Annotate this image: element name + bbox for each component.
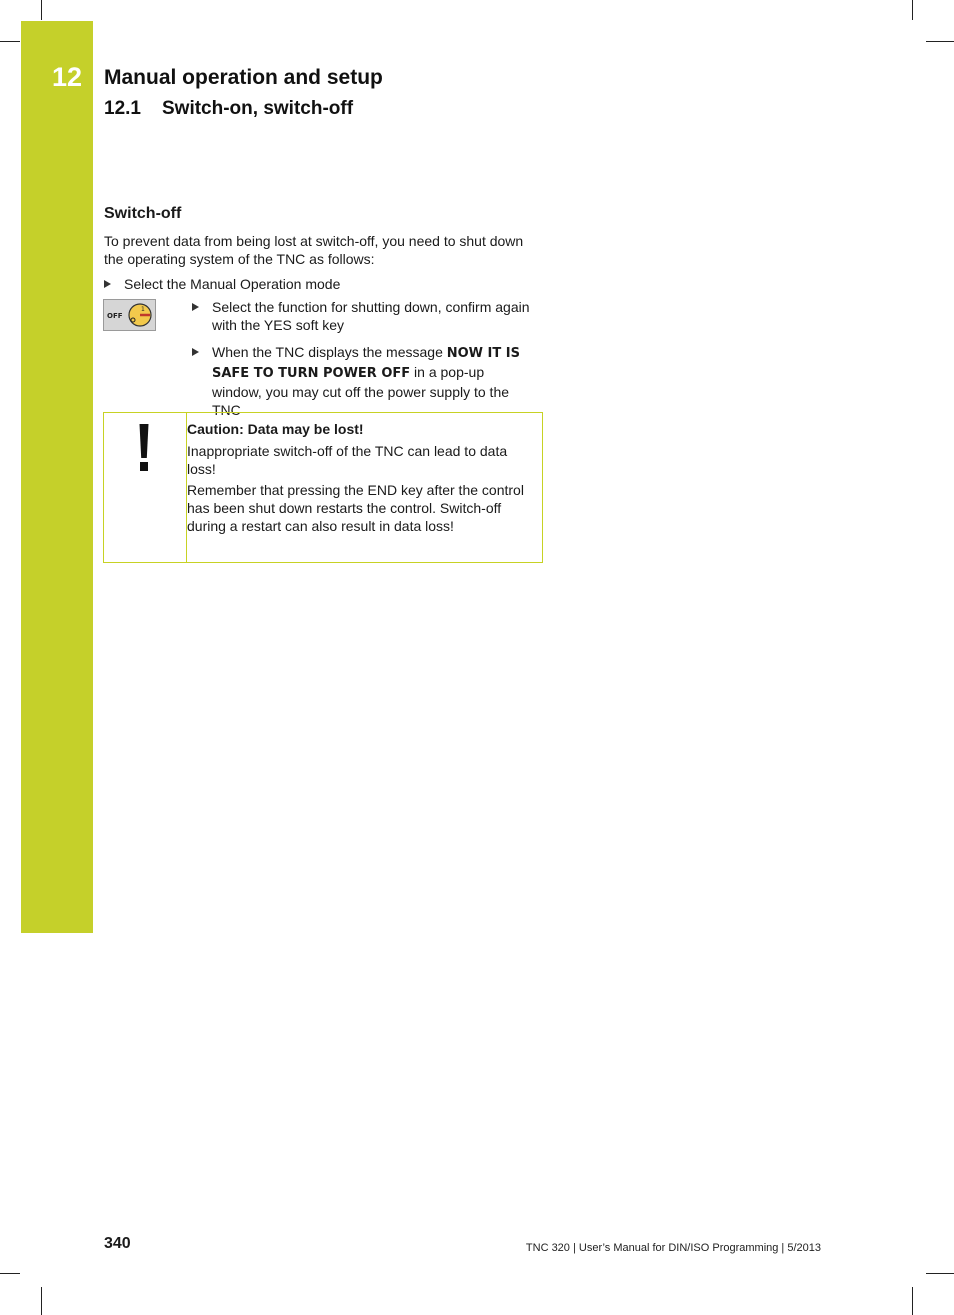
- chapter-number: 12: [52, 62, 83, 92]
- subsection-heading: Switch-off: [104, 205, 182, 222]
- bullet-arrow-icon: [192, 303, 199, 311]
- crop-mark: [41, 1287, 42, 1315]
- crop-mark: [926, 41, 954, 42]
- step-cut-power: [192, 343, 532, 419]
- bullet-arrow-icon: [192, 348, 199, 356]
- step3-pre: When the TNC displays the message: [212, 344, 447, 360]
- section-number: 12.1: [104, 98, 141, 119]
- exclamation-icon: [138, 424, 150, 472]
- step-text: [192, 343, 532, 419]
- step-shutdown-function: [192, 298, 532, 334]
- crop-mark: [926, 1273, 954, 1274]
- svg-text:1: 1: [141, 306, 145, 313]
- crop-mark: [41, 0, 42, 20]
- safe-message-line1: NOW IT IS: [446, 346, 520, 361]
- crop-mark: [912, 1287, 913, 1315]
- caution-title: Caution: Data may be lost!: [187, 421, 364, 437]
- crop-mark: [0, 41, 20, 42]
- caution-text-1: Inappropriate switch-off of the TNC can lead to data loss!: [187, 443, 508, 477]
- footer-doc-info: TNC 320 | User’s Manual for DIN/ISO Programming | 5/2013: [525, 1242, 821, 1254]
- step-select-manual-mode: [104, 275, 524, 293]
- section-title: [104, 98, 353, 120]
- power-off-dial-icon: [128, 303, 152, 327]
- chapter-title: Manual operation and setup: [104, 66, 383, 89]
- page-number: 340: [104, 1235, 131, 1252]
- crop-mark: [912, 0, 913, 20]
- intro-paragraph: To prevent data from being lost at switch-off, you need to shut down the operating system of the TNC as follows:: [104, 233, 524, 267]
- step-text: Select the function for shutting down, confirm again with the YES soft key: [212, 299, 530, 333]
- section-title-text: Switch-on, switch-off: [162, 98, 354, 119]
- caution-text-2: Remember that pressing the END key after the control has been shut down restarts the control. Switch-off during a restart can also result in data loss!: [187, 482, 524, 534]
- softkey-label: OFF: [107, 312, 123, 320]
- bullet-arrow-icon: [104, 280, 111, 288]
- safe-message-line2: SAFE TO TURN POWER OFF: [212, 366, 411, 381]
- crop-mark: [0, 1273, 20, 1274]
- step-text: Select the Manual Operation mode: [124, 276, 341, 292]
- step3-post: in a pop-up window, you may cut off the power supply to the TNC: [212, 364, 510, 418]
- off-softkey[interactable]: [103, 299, 156, 331]
- chapter-color-band: [21, 21, 93, 933]
